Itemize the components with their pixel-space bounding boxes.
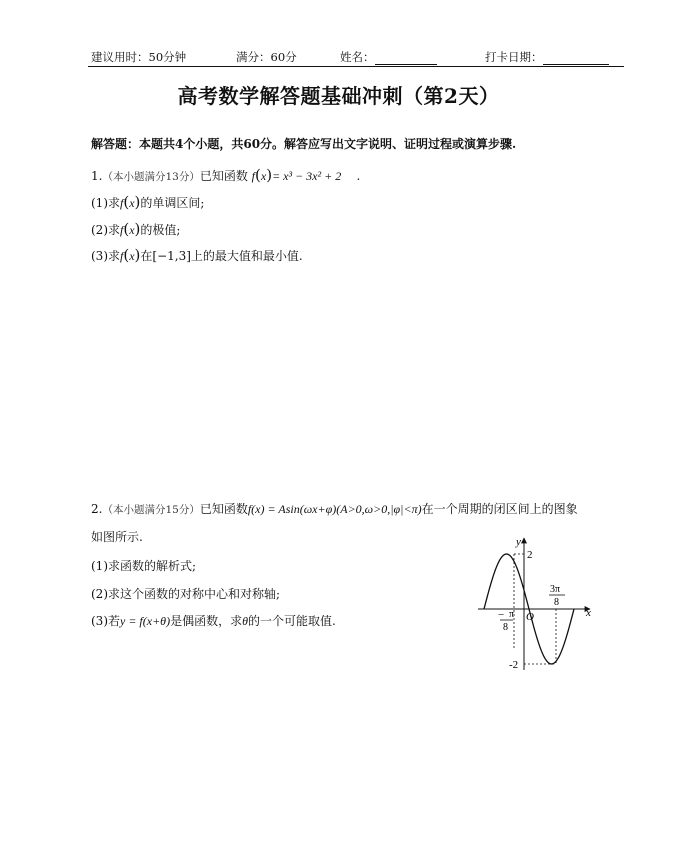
q1-p2-f: f bbox=[120, 223, 124, 237]
q1-p3-f: f bbox=[120, 249, 124, 263]
y-axis-label: y bbox=[516, 536, 521, 548]
q1-stem-text: 已知函数 bbox=[199, 169, 248, 183]
score-label: 满分：60分 bbox=[236, 50, 297, 64]
q2-stem bbox=[91, 500, 578, 517]
q1-part1: (1)求f(x)的单调区间; bbox=[91, 193, 205, 211]
header-rule bbox=[88, 66, 624, 67]
y-max-label: 2 bbox=[527, 549, 533, 561]
q2-p3-prefix: (3)若 bbox=[91, 614, 120, 628]
q1-p1-x: x bbox=[129, 196, 135, 210]
x-axis-label: x bbox=[586, 607, 591, 619]
q2-stem-line2: 如图所示. bbox=[91, 530, 143, 544]
q2-part2: (2)求这个函数的对称中心和对称轴; bbox=[91, 587, 281, 601]
name-field[interactable] bbox=[340, 49, 437, 65]
q1-p2-x: x bbox=[129, 223, 135, 237]
q2-stem-text: 已知函数 bbox=[199, 502, 248, 516]
date-blank[interactable] bbox=[543, 53, 609, 65]
q1-number: 1. bbox=[91, 169, 103, 183]
q2-formula: f(x) = Asin(ωx+φ)(A>0,ω>0,|φ|<π) bbox=[247, 502, 422, 516]
q1-formula-rhs: = x³ − 3x² + 2 bbox=[272, 169, 342, 183]
q2-part1: (1)求函数的解析式; bbox=[91, 559, 197, 573]
q2-p3-theta: θ bbox=[242, 614, 248, 628]
q1-stem: 1.（本小题满分13分）已知函数 f(x)= x³ − 3x² + 2 . bbox=[91, 166, 361, 184]
q1-p1-suffix: 的单调区间; bbox=[140, 196, 205, 210]
q1-p3-x: x bbox=[129, 249, 135, 263]
neg-tick-minus: − bbox=[498, 609, 505, 621]
time-label: 建议用时：50分钟 bbox=[91, 50, 187, 64]
q2-score-note: （本小题满分15分） bbox=[102, 504, 200, 516]
q1-p3-interval: [−1,3] bbox=[152, 249, 191, 263]
q1-part3: (3)求f(x)在[−1,3]上的最大值和最小值. bbox=[91, 246, 303, 264]
q1-p2-prefix: (2)求 bbox=[91, 223, 120, 237]
q2-p3-suffix: 的一个可能取值. bbox=[248, 614, 336, 628]
q2-p3-formula: y = f(x+θ) bbox=[120, 614, 171, 628]
q1-p1-prefix: (1)求 bbox=[91, 196, 120, 210]
pos-tick-numerator: 3π bbox=[550, 584, 561, 595]
q1-p3-suffix: 上的最大值和最小值. bbox=[190, 249, 303, 263]
date-field[interactable] bbox=[485, 49, 609, 65]
sine-graph bbox=[470, 532, 600, 672]
q1-func-name: f bbox=[251, 169, 256, 183]
origin-label: O bbox=[526, 611, 534, 623]
q2-p3-mid: 是偶函数，求 bbox=[170, 614, 243, 628]
q1-end-dot: . bbox=[356, 169, 361, 183]
section-intro: 解答题：本题共4个小题，共60分。解答应写出文字说明、证明过程或演算步骤. bbox=[91, 137, 517, 151]
q1-p1-f: f bbox=[120, 196, 124, 210]
name-blank[interactable] bbox=[375, 53, 437, 65]
q2-number: 2. bbox=[91, 502, 103, 516]
q1-part2: (2)求f(x)的极值; bbox=[91, 220, 181, 238]
y-min-label: -2 bbox=[509, 659, 519, 671]
page-title: 高考数学解答题基础冲刺（第2天） bbox=[177, 84, 500, 108]
q1-score-note: （本小题满分13分） bbox=[102, 171, 200, 183]
name-label: 姓名： bbox=[340, 50, 375, 64]
q1-p2-suffix: 的极值; bbox=[140, 223, 181, 237]
date-label: 打卡日期： bbox=[485, 50, 543, 64]
q2-stem-suffix: 在一个周期的闭区间上的图象 bbox=[421, 502, 578, 516]
neg-tick-denominator: 8 bbox=[503, 622, 508, 633]
q1-p3-mid: 在 bbox=[140, 249, 153, 263]
pos-tick-denominator: 8 bbox=[554, 597, 559, 608]
q2-part3 bbox=[91, 612, 336, 629]
q1-func-var: x bbox=[260, 169, 267, 183]
neg-tick-numerator: π bbox=[509, 609, 515, 620]
q1-p3-prefix: (3)求 bbox=[91, 249, 120, 263]
